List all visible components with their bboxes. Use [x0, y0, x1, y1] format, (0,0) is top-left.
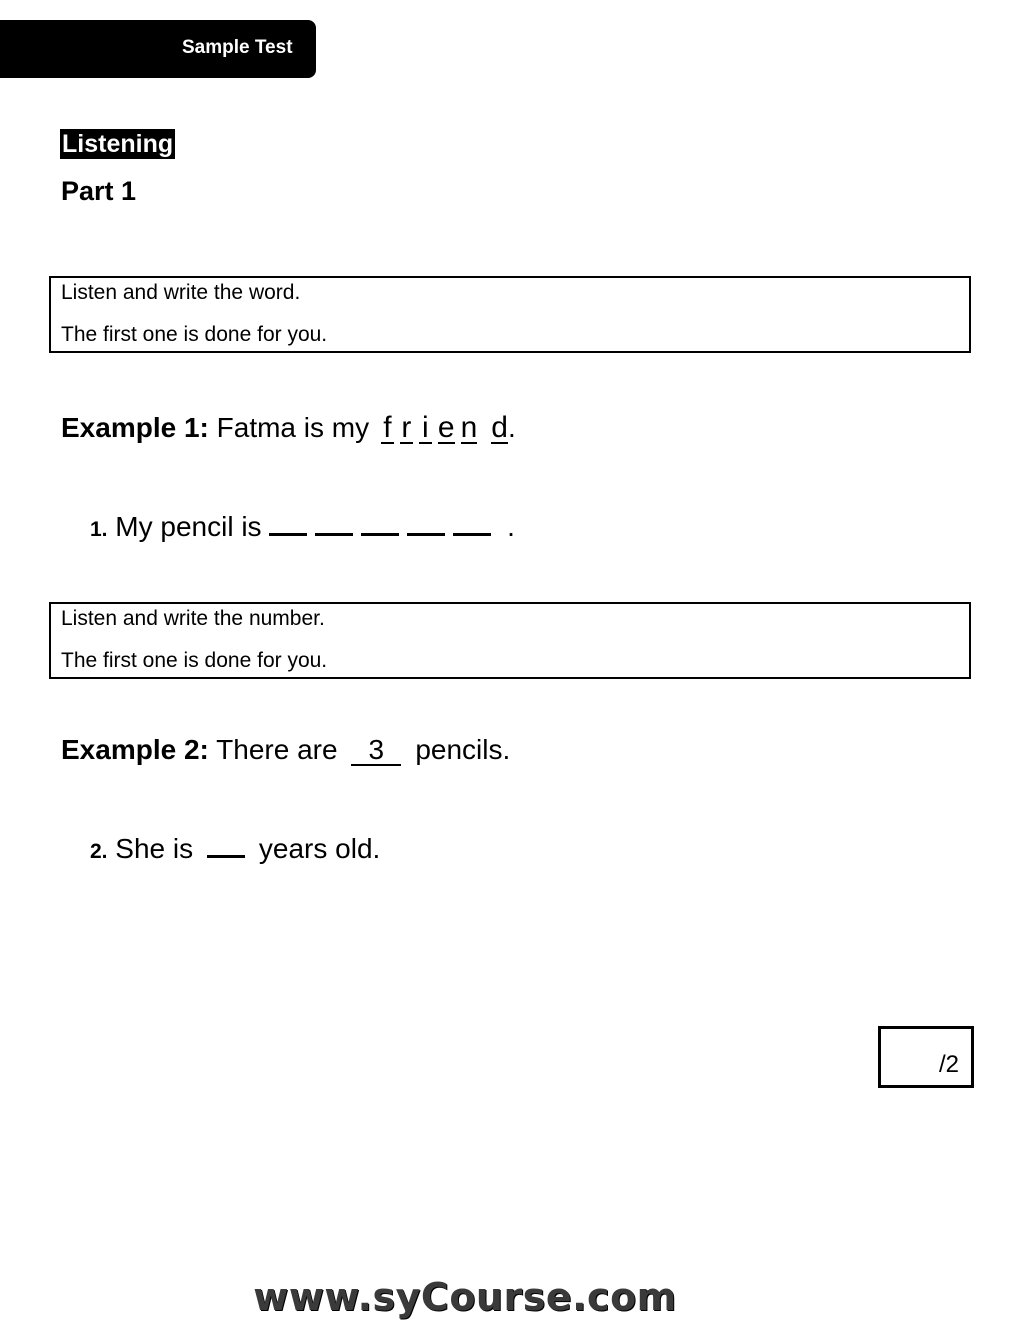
example-1	[61, 411, 516, 445]
answer-letter: f	[381, 414, 394, 444]
answer-letter: d	[491, 411, 508, 444]
answer-letter: r	[401, 411, 412, 444]
question-text: My pencil is	[115, 511, 262, 542]
answer-blank[interactable]	[361, 509, 399, 536]
answer-letter: e	[437, 411, 455, 444]
question-number: 1.	[90, 518, 108, 541]
example-label: Example 1:	[61, 412, 209, 443]
section-label: Listening	[62, 130, 174, 158]
instruction-line: Listen and write the number.	[61, 607, 325, 630]
example-text: There are	[216, 734, 338, 765]
instruction-box-number	[49, 602, 971, 679]
instruction-line: Listen and write the word.	[61, 281, 301, 304]
question-1	[90, 509, 515, 543]
question-number: 2.	[90, 840, 108, 863]
example-label: Example 2:	[61, 734, 209, 765]
question-text: She is	[115, 833, 194, 864]
example-text-after: pencils.	[415, 734, 511, 765]
answer-letter: i	[419, 414, 432, 444]
answer-blank[interactable]	[269, 509, 307, 536]
question-text-after: years old.	[258, 833, 381, 864]
answer-blank[interactable]	[207, 831, 245, 858]
score-text: /2	[938, 1051, 959, 1078]
example-text: Fatma is my	[216, 412, 370, 443]
answer-blank[interactable]	[453, 509, 491, 536]
question-end: .	[507, 511, 515, 542]
example-answer: 3	[351, 736, 401, 766]
instruction-line: The first one is done for you.	[61, 649, 328, 672]
score-box	[878, 1026, 974, 1088]
answer-blank[interactable]	[315, 509, 353, 536]
example-2	[61, 734, 510, 766]
answer-letter: n	[460, 411, 478, 444]
example-answer-letters	[381, 411, 508, 445]
header-tab-label: Sample Test	[182, 37, 293, 58]
answer-blank[interactable]	[407, 509, 445, 536]
question-2	[90, 831, 380, 865]
part-title: Part 1	[61, 176, 137, 206]
instruction-box-word	[49, 276, 971, 353]
instruction-line: The first one is done for you.	[61, 323, 328, 346]
example-end: .	[507, 412, 516, 443]
footer-url: www.syCourse.com	[253, 1275, 677, 1319]
header-tab	[0, 20, 316, 78]
